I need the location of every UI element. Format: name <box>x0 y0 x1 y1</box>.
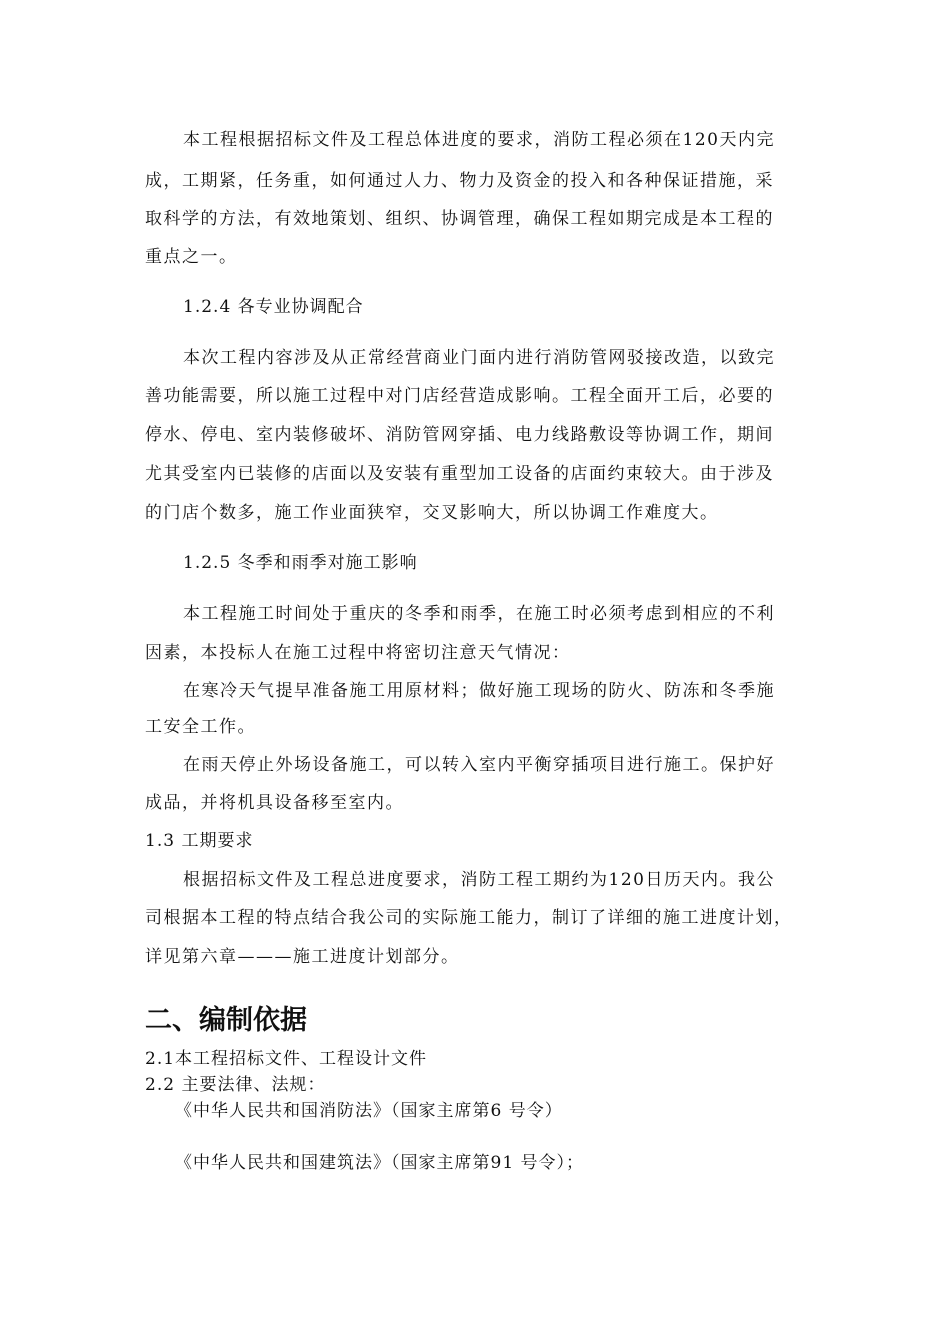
para-1-line-2: 成，工期紧，任务重，如何通过人力、物力及资金的投入和各种保证措施，采 <box>145 171 774 191</box>
para-2-line-2: 善功能需要，所以施工过程中对门店经营造成影响。工程全面开工后，必要的 <box>145 386 774 406</box>
para-4-line-1: 在寒冷天气提早准备施工用原材料；做好施工现场的防火、防冻和冬季施 <box>183 681 775 701</box>
para-1-line-1: 本工程根据招标文件及工程总体进度的要求，消防工程必须在120天内完 <box>183 130 775 150</box>
para-4-line-2: 工安全工作。 <box>145 717 256 737</box>
section-heading-1-2-5: 1.2.5 冬季和雨季对施工影响 <box>183 553 418 573</box>
law-fire-protection: 《中华人民共和国消防法》（国家主席第6 号令） <box>175 1101 563 1121</box>
item-2-1: 2.1本工程招标文件、工程设计文件 <box>145 1049 428 1069</box>
para-5-line-2: 成品，并将机具设备移至室内。 <box>145 793 404 813</box>
para-1-line-3: 取科学的方法，有效地策划、组织、协调管理，确保工程如期完成是本工程的 <box>145 209 774 229</box>
item-2-2: 2.2 主要法律、法规： <box>145 1075 326 1095</box>
para-1-line-4: 重点之一。 <box>145 247 238 267</box>
section-heading-1-2-4: 1.2.4 各专业协调配合 <box>183 297 364 317</box>
para-2-line-1: 本次工程内容涉及从正常经营商业门面内进行消防管网驳接改造，以致完 <box>183 348 775 368</box>
para-3-line-1: 本工程施工时间处于重庆的冬季和雨季，在施工时必须考虑到相应的不利 <box>183 604 775 624</box>
para-5-line-1: 在雨天停止外场设备施工，可以转入室内平衡穿插项目进行施工。保护好 <box>183 755 775 775</box>
para-2-line-3: 停水、停电、室内装修破坏、消防管网穿插、电力线路敷设等协调工作，期间 <box>145 425 774 445</box>
para-2-line-5: 的门店个数多，施工作业面狭窄，交叉影响大，所以协调工作难度大。 <box>145 503 719 523</box>
para-6-line-2: 司根据本工程的特点结合我公司的实际施工能力，制订了详细的施工进度计划， <box>145 908 793 928</box>
section-heading-1-3: 1.3 工期要求 <box>145 831 254 851</box>
law-construction: 《中华人民共和国建筑法》（国家主席第91 号令）； <box>175 1153 585 1173</box>
para-6-line-1: 根据招标文件及工程总进度要求，消防工程工期约为120日历天内。我公 <box>183 870 775 890</box>
para-6-line-3: 详见第六章———施工进度计划部分。 <box>145 947 460 967</box>
chapter-2-title: 二、编制依据 <box>145 1005 307 1036</box>
para-2-line-4: 尤其受室内已装修的店面以及安装有重型加工设备的店面约束较大。由于涉及 <box>145 464 774 484</box>
para-3-line-2: 因素，本投标人在施工过程中将密切注意天气情况： <box>145 643 571 663</box>
